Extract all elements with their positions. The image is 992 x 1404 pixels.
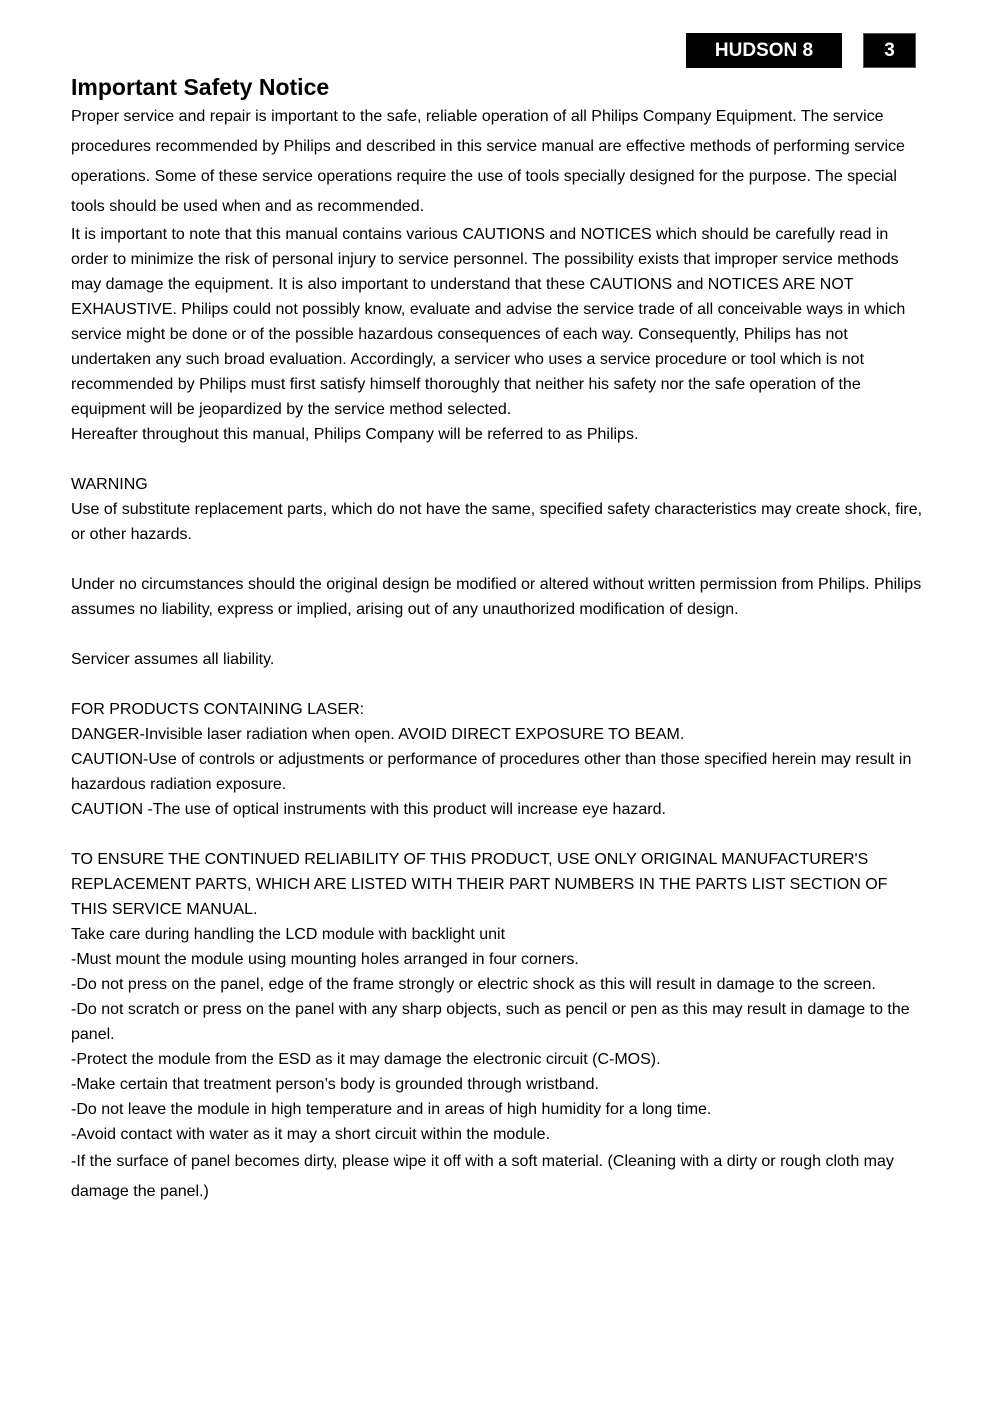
spacer [71, 672, 927, 697]
lcd-item: -Do not press on the panel, edge of the frame strongly or electric shock as this will result in damage to the screen. [71, 976, 876, 993]
laser-caution-optical: CAUTION -The use of optical instruments with this product will increase eye hazard. [71, 801, 666, 818]
page-number: 3 [884, 39, 895, 61]
warning-heading: WARNING [71, 476, 148, 493]
lcd-item: -Make certain that treatment person’s body is grounded through wristband. [71, 1076, 599, 1093]
document-body [71, 72, 927, 1207]
lcd-item: -Avoid contact with water as it may a short circuit within the module. [71, 1126, 551, 1143]
laser-caution-controls: CAUTION-Use of controls or adjustments or performance of procedures other than those specified herein may result in hazardous radiation exposure. [71, 751, 916, 793]
page-title: Important Safety Notice [71, 74, 330, 100]
cautions-paragraph: It is important to note that this manual contains various CAUTIONS and NOTICES which should be carefully read in order to minimize the risk of personal injury to service personnel. The possibility exists that improper service methods may damage the equipment. It is also important to understand that these CAUTIONS and NOTICES ARE NOT EXHAUSTIVE. Philips could not possibly know, evaluate and advise the service trade of all conceivable ways in which service might be done or of the possible hazardous consequences of each way. Consequently, Philips has not undertaken any such broad evaluation. Accordingly, a servicer who uses a service procedure or tool which is not recommended by Philips must first satisfy himself thoroughly that neither his safety nor the safe operation of the equipment will be jeopardized by the service method selected. [71, 226, 910, 418]
intro-paragraph: Proper service and repair is important to the safe, reliable operation of all Philips Company Equipment. The service procedures recommended by Philips and described in this service manual are effective methods of performing service operations. Some of these service operations require the use of tools specially designed for the purpose. The special tools should be used when and as recommended. [71, 108, 905, 215]
reliability-paragraph: TO ENSURE THE CONTINUED RELIABILITY OF THIS PRODUCT, USE ONLY ORIGINAL MANUFACTURER'S REPLACEMENT PARTS, WHICH ARE LISTED WITH THEIR PART NUMBERS IN THE PARTS LIST SECTION OF THIS SERVICE MANUAL. [71, 851, 892, 918]
spacer [71, 547, 927, 572]
lcd-item: -Do not leave the module in high temperature and in areas of high humidity for a long time. [71, 1101, 712, 1118]
model-badge [686, 33, 842, 68]
lcd-item-cleaning: -If the surface of panel becomes dirty, please wipe it off with a soft material. (Cleaning with a dirty or rough cloth may damage the panel.) [71, 1153, 894, 1200]
design-paragraph: Under no circumstances should the original design be modified or altered without written permission from Philips. Philips assumes no liability, express or implied, arising out of any unauthorized modification of design. [71, 576, 926, 618]
lcd-item: -Protect the module from the ESD as it may damage the electronic circuit (C-MOS). [71, 1051, 661, 1068]
spacer [71, 622, 927, 647]
model-label: HUDSON 8 [714, 39, 814, 61]
spacer [71, 447, 927, 472]
lcd-heading: Take care during handling the LCD module with backlight unit [71, 926, 506, 943]
lcd-item: -Must mount the module using mounting holes arranged in four corners. [71, 951, 579, 968]
hereafter-paragraph: Hereafter throughout this manual, Philips Company will be referred to as Philips. [71, 426, 639, 443]
laser-danger: DANGER-Invisible laser radiation when open. AVOID DIRECT EXPOSURE TO BEAM. [71, 726, 685, 743]
lcd-item: -Do not scratch or press on the panel with any sharp objects, such as pencil or pen as this may result in damage to the panel. [71, 1001, 915, 1043]
warning-paragraph: Use of substitute replacement parts, which do not have the same, specified safety characteristics may create shock, fire, or other hazards. [71, 501, 927, 543]
laser-heading: FOR PRODUCTS CONTAINING LASER: [71, 701, 365, 718]
spacer [71, 822, 927, 847]
page-number-badge [863, 33, 916, 68]
liability-paragraph: Servicer assumes all liability. [71, 651, 275, 668]
